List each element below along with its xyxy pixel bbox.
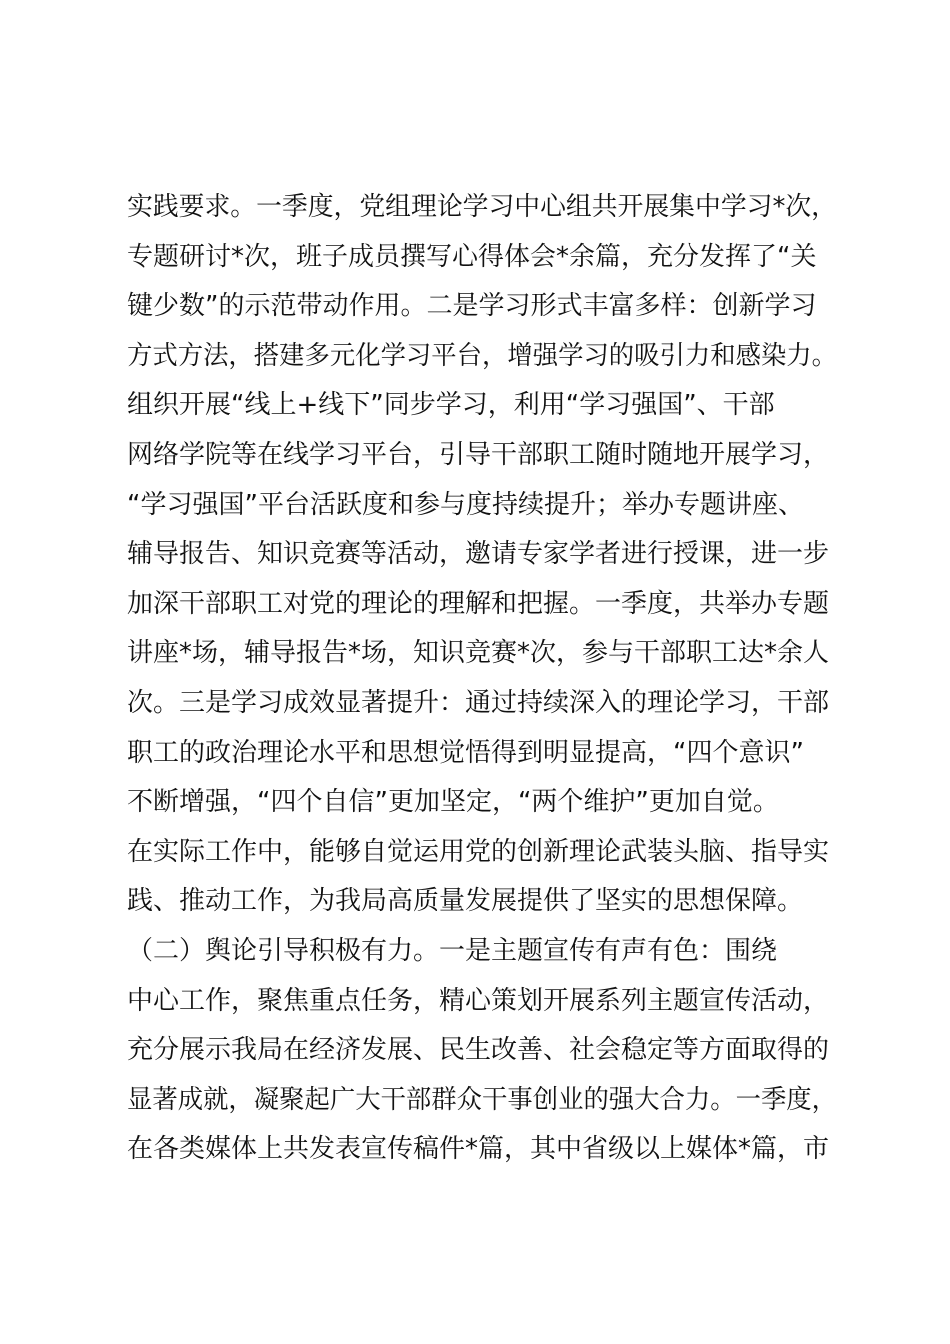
text-line-2: 专题研讨*次，班子成员撰写心得体会*余篇，充分发挥了“关: [127, 241, 817, 272]
text-line-7: “学习强国”平台活跃度和参与度持续提升；举办专题讲座、: [127, 489, 804, 520]
text-line-5: 组织开展“线上+线下”同步学习，利用“学习强国”、干部: [127, 390, 775, 421]
text-line-15: 践、推动工作，为我局高质量发展提供了坚实的思想保障。: [127, 886, 804, 917]
text-line-14: 在实际工作中，能够自觉运用党的创新理论武装头脑、指导实: [127, 836, 830, 867]
text-line-4: 方式方法，搭建多元化学习平台，增强学习的吸引力和感染力。: [127, 340, 838, 371]
text-line-10: 讲座*场，辅导报告*场，知识竞赛*次，参与干部职工达*余人: [127, 638, 830, 669]
text-line-8: 辅导报告、知识竞赛等活动，邀请专家学者进行授课，进一步: [127, 539, 830, 570]
text-line-9: 加深干部职工对党的理论的理解和把握。一季度，共举办专题: [127, 588, 830, 619]
text-line-18: 充分展示我局在经济发展、民生改善、社会稳定等方面取得的: [127, 1035, 830, 1066]
text-line-3: 键少数”的示范带动作用。二是学习形式丰富多样：创新学习: [127, 291, 817, 322]
text-line-11: 次。三是学习成效显著提升：通过持续深入的理论学习，干部: [127, 687, 830, 718]
text-line-1: 实践要求。一季度，党组理论学习中心组共开展集中学习*次，: [127, 192, 838, 222]
text-line-13: 不断增强，“四个自信”更加坚定，“两个维护”更加自觉。: [127, 787, 779, 818]
body-text: [127, 183, 837, 1175]
text-line-12: 职工的政治理论水平和思想觉悟得到明显提高，“四个意识”: [127, 737, 804, 768]
text-line-6: 网络学院等在线学习平台，引导干部职工随时随地开展学习，: [127, 439, 830, 470]
text-line-20: 在各类媒体上共发表宣传稿件*篇，其中省级以上媒体*篇，市: [127, 1134, 830, 1165]
text-line-19: 显著成就，凝聚起广大干部群众干事创业的强大合力。一季度，: [127, 1084, 838, 1115]
text-line-16: （二）舆论引导积极有力。一是主题宣传有声有色：围绕: [127, 935, 778, 966]
text-line-17: 中心工作，聚焦重点任务，精心策划开展系列主题宣传活动，: [127, 985, 830, 1016]
